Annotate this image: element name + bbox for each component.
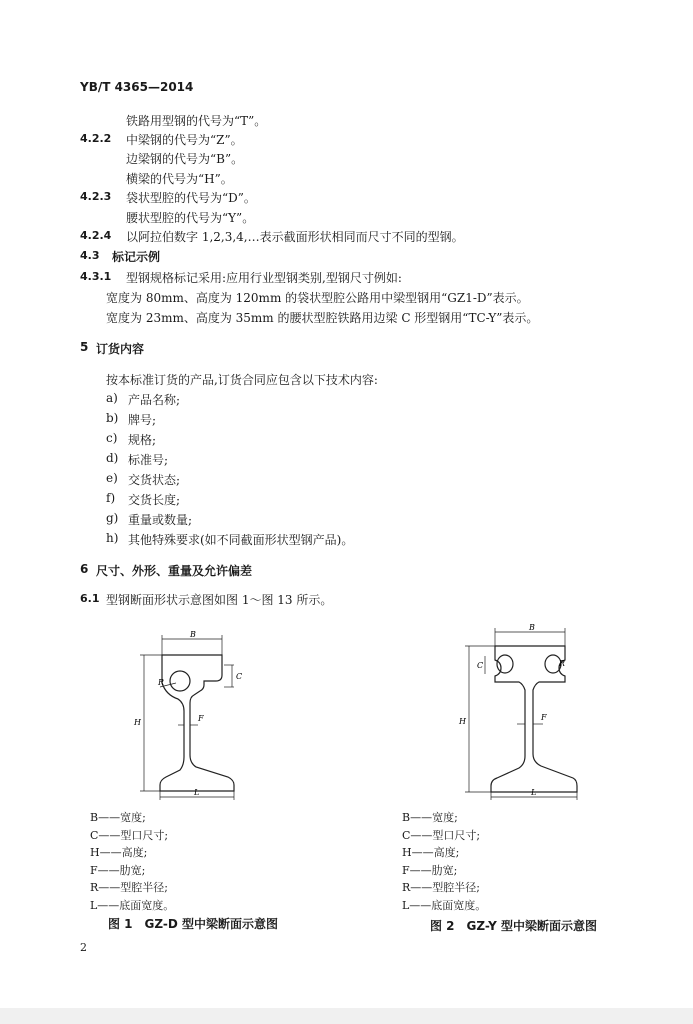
legend-item: C——型口尺寸; xyxy=(90,828,169,842)
label-l: L xyxy=(194,788,200,797)
page-number: 2 xyxy=(80,941,87,954)
standard-code: YB/T 4365—2014 xyxy=(80,80,194,94)
legend-item: R——型腔半径; xyxy=(402,881,480,894)
list-item: 交货状态; xyxy=(128,473,181,487)
list-item-label: d) xyxy=(106,451,119,465)
label-c: C xyxy=(236,672,243,681)
legend-item: L——底面宽度。 xyxy=(402,898,487,912)
label-b: B xyxy=(190,630,196,639)
page-bottom-band xyxy=(0,1008,693,1024)
clause-number: 4.3.1 xyxy=(80,270,112,283)
figure1-legend xyxy=(90,809,174,914)
list-item: 其他特殊要求(如不同截面形状型钢产品)。 xyxy=(128,533,354,547)
section-title: 尺寸、外形、重量及允许偏差 xyxy=(96,564,253,578)
figure2-legend xyxy=(402,809,486,914)
clause-line: 边梁钢的代号为“B”。 xyxy=(126,152,244,166)
section-number: 4.3 xyxy=(80,249,100,262)
example-line: 宽度为 23mm、高度为 35mm 的腰状型腔铁路用边梁 C 形型钢用“TC-Y”表示。 xyxy=(106,311,539,325)
list-item-label: b) xyxy=(106,411,119,425)
label-r: R xyxy=(158,678,165,687)
clause-number: 4.2.3 xyxy=(80,190,112,203)
legend-item: R——型腔半径; xyxy=(90,881,168,894)
clause-number: 6.1 xyxy=(80,592,100,605)
list-item: 规格; xyxy=(128,433,157,447)
section-number: 6 xyxy=(80,562,89,576)
list-item-label: h) xyxy=(106,531,119,545)
clause-number: 4.2.4 xyxy=(80,229,112,242)
list-item: 交货长度; xyxy=(128,493,181,507)
figure1-drawing xyxy=(120,625,280,800)
list-item-label: f) xyxy=(106,491,116,505)
legend-item: B——宽度; xyxy=(402,811,458,824)
list-item-label: e) xyxy=(106,471,118,485)
waist-cavity xyxy=(497,655,513,673)
section-title: 标记示例 xyxy=(112,250,161,264)
clause-line: 腰状型腔的代号为“Y”。 xyxy=(126,211,255,225)
list-item: 产品名称; xyxy=(128,393,181,407)
label-l: L xyxy=(531,788,537,797)
legend-item: B——宽度; xyxy=(90,811,146,824)
list-item-label: a) xyxy=(106,391,118,405)
clause-line: 中梁钢的代号为“Z”。 xyxy=(126,133,243,147)
clause-line: 型钢规格标记采用:应用行业型钢类别,型钢尺寸例如: xyxy=(126,271,402,285)
section-title: 订货内容 xyxy=(96,342,145,356)
legend-item: F——肋宽; xyxy=(402,863,458,877)
label-c: C xyxy=(477,661,484,670)
section-intro: 按本标准订货的产品,订货合同应包含以下技术内容: xyxy=(106,373,378,387)
legend-item: H——高度; xyxy=(402,846,460,859)
clause-line: 型钢断面形状示意图如图 1～图 13 所示。 xyxy=(106,593,333,607)
clause-line: 铁路用型钢的代号为“T”。 xyxy=(126,114,267,128)
figure2-drawing xyxy=(455,620,615,802)
clause-number: 4.2.2 xyxy=(80,132,112,145)
clause-line: 袋状型腔的代号为“D”。 xyxy=(126,191,256,205)
pocket-cavity xyxy=(170,671,190,691)
list-item: 标准号; xyxy=(128,453,169,467)
clause-line: 以阿拉伯数字 1,2,3,4,…表示截面形状相同而尺寸不同的型钢。 xyxy=(126,230,464,244)
label-h: H xyxy=(134,718,141,727)
label-r: R xyxy=(559,659,566,668)
legend-item: C——型口尺寸; xyxy=(402,828,481,842)
label-b: B xyxy=(529,623,535,632)
legend-item: H——高度; xyxy=(90,846,148,859)
label-f: F xyxy=(541,713,547,722)
list-item-label: g) xyxy=(106,511,119,525)
figure2-caption: 图 2 GZ-Y 型中梁断面示意图 xyxy=(430,919,597,933)
figure1-caption: 图 1 GZ-D 型中梁断面示意图 xyxy=(108,917,278,931)
list-item: 牌号; xyxy=(128,413,157,427)
list-item: 重量或数量; xyxy=(128,513,193,527)
legend-item: L——底面宽度。 xyxy=(90,898,175,912)
section-number: 5 xyxy=(80,340,89,354)
label-f: F xyxy=(198,714,204,723)
clause-line: 横梁的代号为“H”。 xyxy=(126,172,233,186)
list-item-label: c) xyxy=(106,431,118,445)
example-line: 宽度为 80mm、高度为 120mm 的袋状型腔公路用中梁型钢用“GZ1-D”表示。 xyxy=(106,291,529,305)
label-h: H xyxy=(459,717,466,726)
legend-item: F——肋宽; xyxy=(90,863,146,877)
